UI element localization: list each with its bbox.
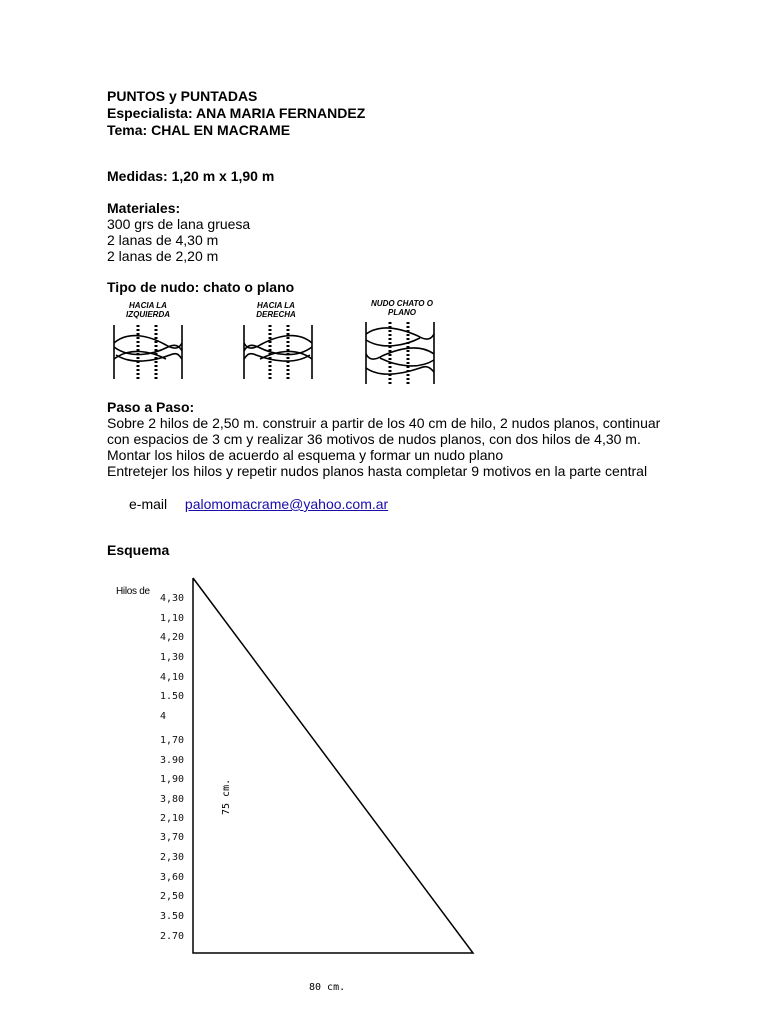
esquema-tick-label: 4,20 [160,632,185,643]
esquema-tick-label: 1.50 [160,691,185,702]
paso-line: Sobre 2 hilos de 2,50 m. construir a partir de los 40 cm de hilo, 2 nudos planos, continuar [107,415,661,431]
medidas: Medidas: 1,20 m x 1,90 m [107,168,275,184]
esquema-tick-label: 3,70 [160,832,185,843]
esquema-tick-label: 4 [160,711,167,722]
paso-line: Montar los hilos de acuerdo al esquema y formar un nudo plano [107,447,504,463]
tipo-nudo-heading: Tipo de nudo: chato o plano [107,279,295,295]
knot-label-plano: NUDO CHATO O PLANO [371,299,433,317]
esquema-tick-label: 1,10 [160,613,185,624]
esquema-title: Esquema [107,542,170,558]
esquema-tick-label: 1,30 [160,652,185,663]
knot-label-derecha: HACIA LA DERECHA [256,301,296,319]
height-label: 75 cm. [221,778,232,815]
paso-line: Entretejer los hilos y repetir nudos planos hasta completar 9 motivos en la parte central [107,463,648,479]
base-label: 80 cm. [309,982,346,993]
esquema-tick-label: 4,10 [160,672,185,683]
header-line-3: Tema: CHAL EN MACRAME [107,122,291,138]
esquema-tick-label: 2,30 [160,852,185,863]
knot-label-izquierda: HACIA LA IZQUIERDA [126,301,170,319]
esquema-tick-label: 2,50 [160,891,185,902]
esquema-tick-label: 3,60 [160,872,185,883]
header-line-2: Especialista: ANA MARIA FERNANDEZ [107,105,366,121]
materiales-item: 2 lanas de 4,30 m [107,232,219,248]
materiales-title: Materiales: [107,200,181,216]
esquema-tick-label: 1,90 [160,774,185,785]
materiales-item: 2 lanas de 2,20 m [107,248,219,264]
email-label: e-mail [129,496,168,512]
axis-label: Hilos de [116,586,150,597]
esquema-tick-label: 3.90 [160,755,185,766]
esquema-tick-label: 2,10 [160,813,185,824]
materiales-item: 300 grs de lana gruesa [107,216,251,232]
paso-line: con espacios de 3 cm y realizar 36 motivos de nudos planos, con dos hilos de 4,30 m. [107,431,641,447]
email-link[interactable]: palomomacrame@yahoo.com.ar [184,496,389,512]
paso-title: Paso a Paso: [107,399,195,415]
esquema-tick-label: 4,30 [160,593,185,604]
header-line-1: PUNTOS y PUNTADAS [107,88,258,104]
esquema-tick-label: 3.50 [160,911,185,922]
esquema-tick-label: 3,80 [160,794,185,805]
esquema-tick-label: 1,70 [160,735,185,746]
esquema-tick-label: 2.70 [160,931,185,942]
